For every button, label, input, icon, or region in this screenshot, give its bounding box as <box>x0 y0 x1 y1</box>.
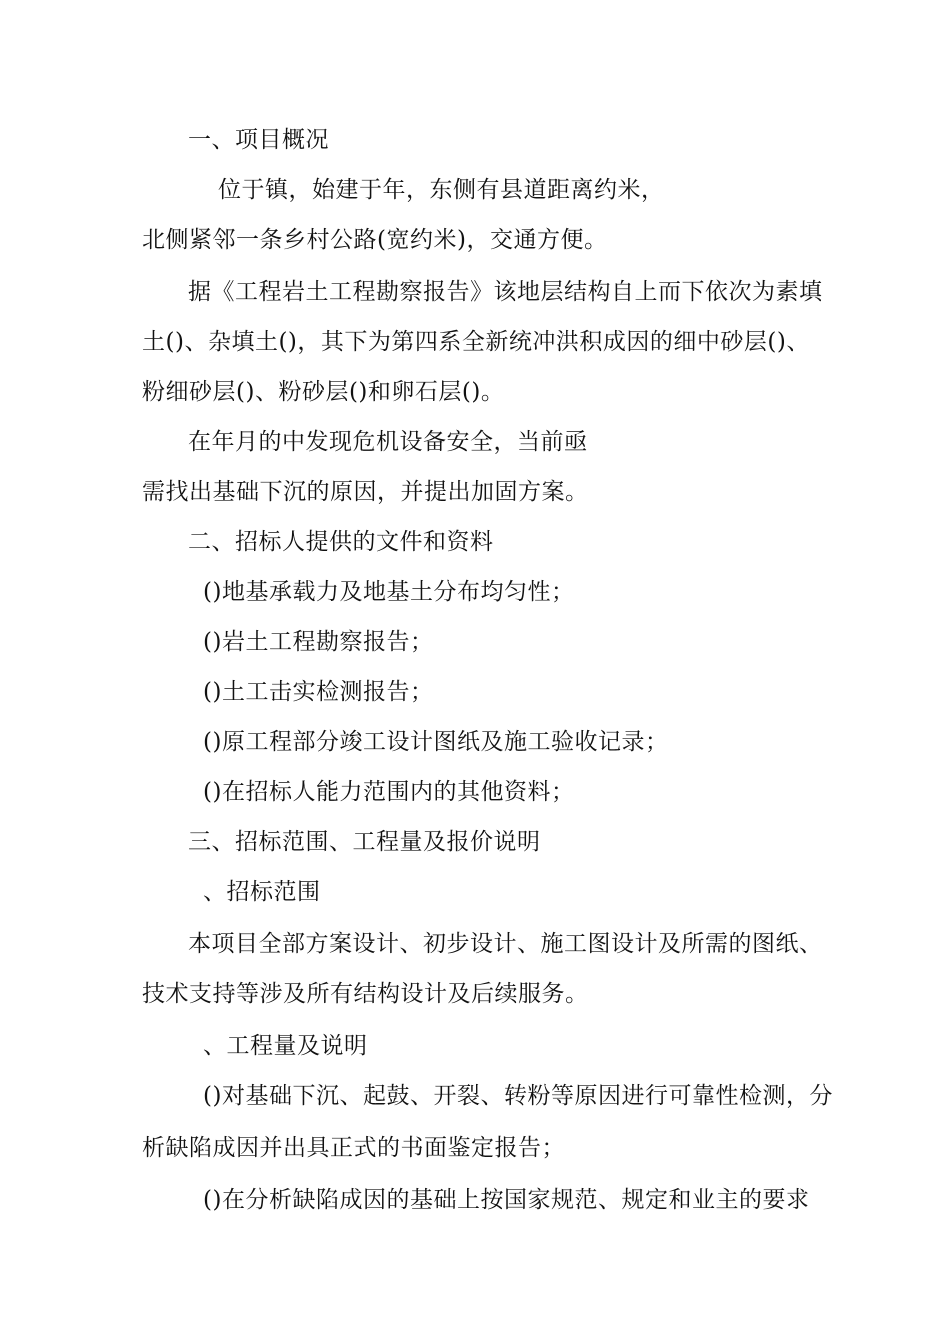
subsection-heading: 、工程量及说明 <box>203 1033 368 1059</box>
paragraph-line: 土()、杂填土()，其下为第四系全新统冲洪积成因的细中砂层()、 <box>142 329 810 355</box>
paragraph-line: 据《工程岩土工程勘察报告》该地层结构自上而下依次为素填 <box>188 279 823 305</box>
list-item: ()土工击实检测报告； <box>203 679 434 705</box>
paragraph-line: 在年月的中发现危机设备安全，当前亟 <box>188 429 588 455</box>
list-item: ()原工程部分竣工设计图纸及施工验收记录； <box>203 729 669 755</box>
list-item: ()在分析缺陷成因的基础上按国家规范、规定和业主的要求 <box>203 1187 810 1213</box>
paragraph-line: 需找出基础下沉的原因，并提出加固方案。 <box>142 479 589 505</box>
section-heading-3: 三、招标范围、工程量及报价说明 <box>188 829 541 855</box>
subsection-heading: 、招标范围 <box>203 879 321 905</box>
section-heading-2: 二、招标人提供的文件和资料 <box>188 529 494 555</box>
paragraph-line: 析缺陷成因并出具正式的书面鉴定报告； <box>142 1135 565 1161</box>
paragraph-line: 技术支持等涉及所有结构设计及后续服务。 <box>142 981 589 1007</box>
section-heading-1: 一、项目概况 <box>188 127 329 153</box>
list-item: ()岩土工程勘察报告； <box>203 629 434 655</box>
list-item: ()地基承载力及地基土分布均匀性； <box>203 579 575 605</box>
list-item: ()对基础下沉、起鼓、开裂、转粉等原因进行可靠性检测，分 <box>203 1083 833 1109</box>
paragraph-line: 本项目全部方案设计、初步设计、施工图设计及所需的图纸、 <box>188 931 823 957</box>
paragraph-line: 粉细砂层()、粉砂层()和卵石层()。 <box>142 379 505 405</box>
list-item: ()在招标人能力范围内的其他资料； <box>203 779 575 805</box>
paragraph-line: 位于镇，始建于年，东侧有县道距离约米， <box>218 177 665 203</box>
paragraph-line: 北侧紧邻一条乡村公路(宽约米)，交通方便。 <box>142 227 608 253</box>
